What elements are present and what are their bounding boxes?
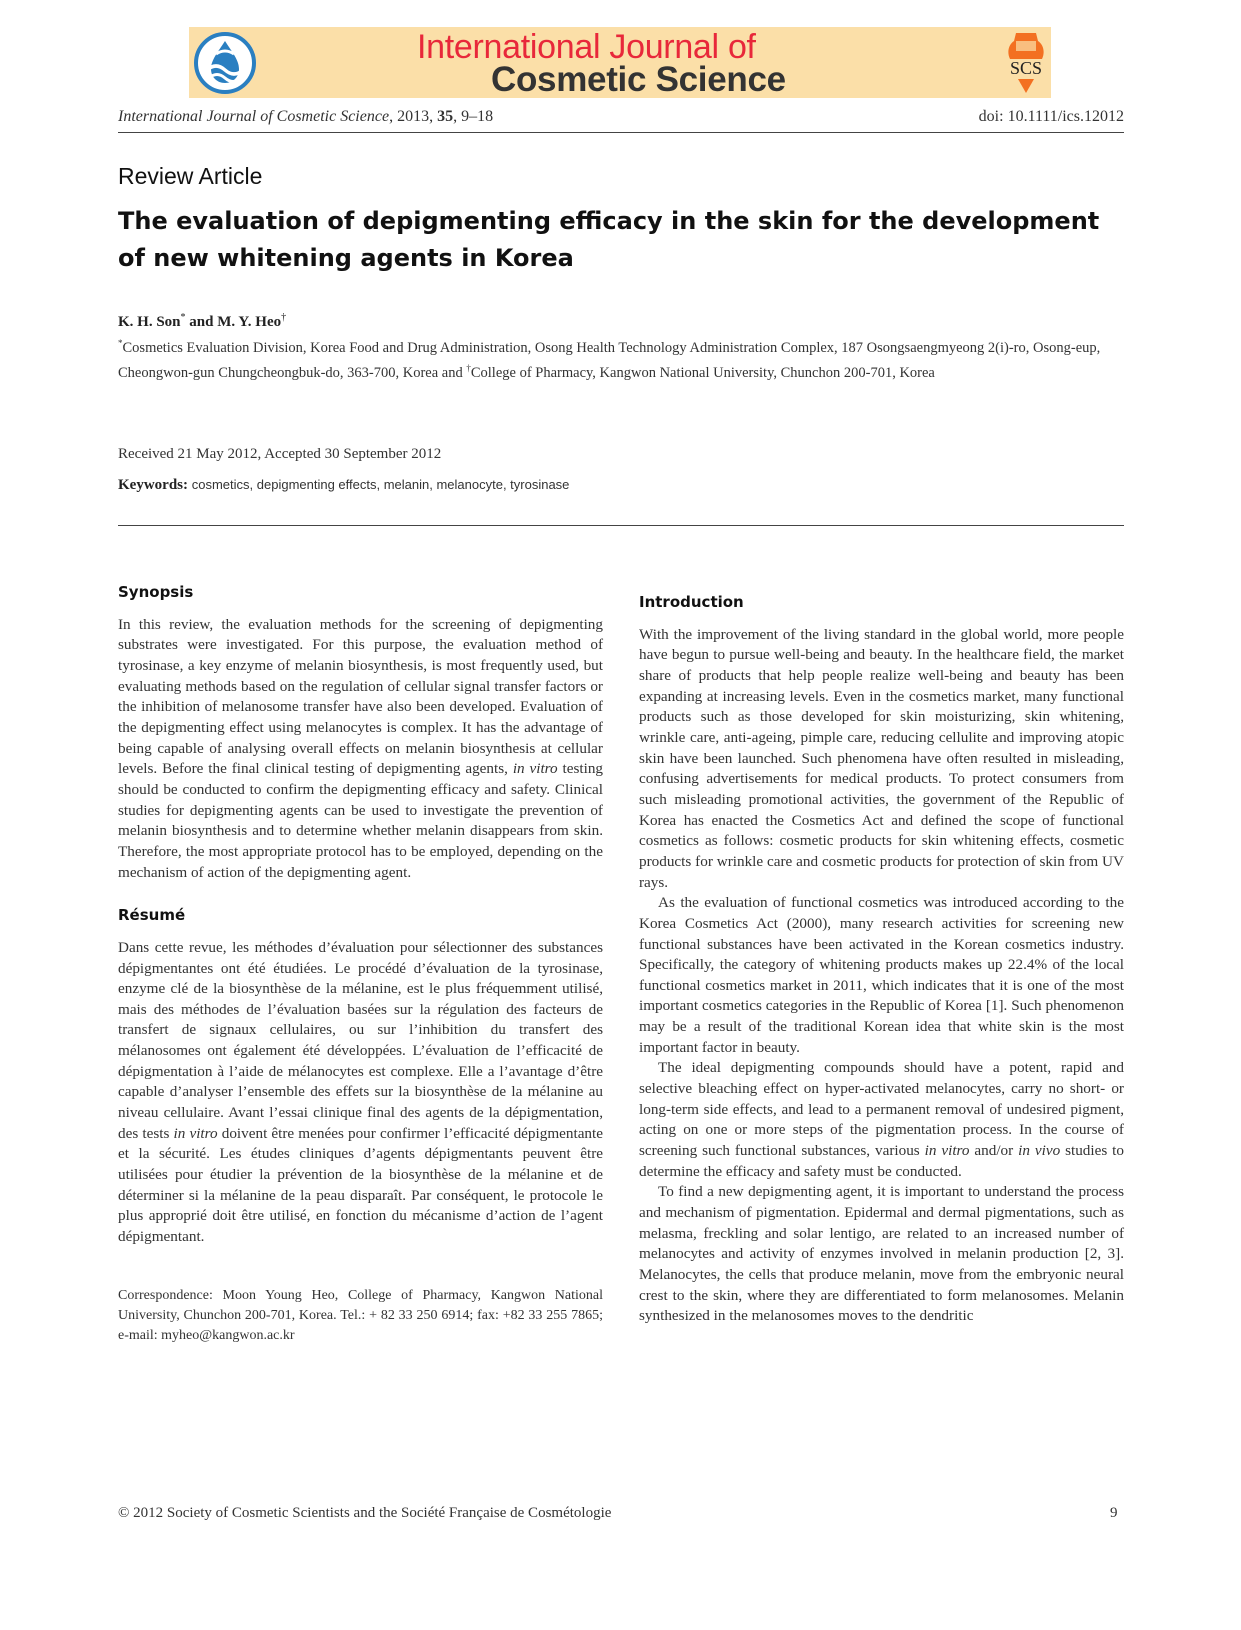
affiliations xyxy=(118,333,1123,383)
synopsis-italic: in vitro xyxy=(512,760,558,778)
introduction-paragraph-3 xyxy=(639,1058,1124,1182)
resume-italic: in vitro xyxy=(173,1124,218,1142)
affiliation-mark: * xyxy=(118,338,123,348)
author-affiliation-mark: * xyxy=(180,312,186,323)
synopsis-paragraph xyxy=(118,615,603,884)
keywords-list: cosmetics, depigmenting effects, melanin, melanocyte, tyrosinase xyxy=(191,477,570,492)
affiliation-text: Cosmetics Evaluation Division, Korea Food and Drug Administration, Osong Health Technology Administration Complex, 187 Osongsaengmyeong 2(i)-ro, Osong-eup, Cheongwon-gun Chungcheongbuk-do, 363-700, Korea and xyxy=(118,339,1101,381)
journal-logo-icon xyxy=(194,32,256,94)
resume-heading: Résumé xyxy=(118,906,186,925)
author-list xyxy=(118,312,286,331)
article-title: The evaluation of depigmenting efficacy in the skin for the development of new whitening agents in Korea xyxy=(118,207,1100,272)
keywords-label: Keywords: xyxy=(118,477,188,493)
introduction-heading: Introduction xyxy=(639,593,744,611)
running-head: International Journal of Cosmetic Science, 2013, 35, 9–18 doi: 10.1111/ics.12012 xyxy=(118,108,1124,133)
right-column xyxy=(639,592,1124,1327)
header-divider xyxy=(118,525,1124,526)
journal-volume: 35 xyxy=(437,108,454,125)
intro-text: and/or xyxy=(969,1142,1019,1160)
introduction-paragraph-2: As the evaluation of functional cosmetics was introduced according to the Korea Cosmetics Act (2000), many research activities for screening new functional substances have been activated in the Korean cosmetics industry. Specifically, the category of whitening products makes up 22.4% of the local functional cosmetics market in 2011, which indicates that it is one of the most important cosmetics categories in the Republic of Korea [1]. Such phenomenon may be a result of the traditional Korean idea that white skin is the most important factor in beauty. xyxy=(639,894,1124,1056)
intro-text: The ideal depigmenting compounds should have a potent, rapid and selective bleaching effect on hyper-activated melanocytes, carry no short- or long-term side effects, and lead to a permanent removal of undesired pigment, acting on one or more steps of the pigmentation process. In the course of screening such functional substances, various xyxy=(639,1059,1124,1160)
resume-paragraph xyxy=(118,938,603,1248)
journal-year: 2013 xyxy=(397,108,430,125)
synopsis-text: In this review, the evaluation methods for the screening of depigmenting substrates were investigated. For this purpose, the evaluation method of tyrosinase, a key enzyme of melanin biosynthesis, is most frequently used, but evaluating methods based on the regulation of cellular signal transfer factors or the inhibition of melanosome transfer have also been developed. Evaluation of the depigmenting effect using melanocytes is complex. It has the advantage of being capable of analysing overall effects on melanin biosynthesis at cellular levels. Before the final clinical testing of depigmenting agents, xyxy=(118,615,603,778)
author-name: M. Y. Heo xyxy=(217,314,282,330)
affiliation-text: College of Pharmacy, Kangwon National University, Chunchon 200-701, Korea xyxy=(470,364,935,381)
synopsis-text: testing should be conducted to confirm the depigmenting efficacy and safety. Clinical studies for depigmenting agents can be used to investigate the prevention of melanin biosynthesis and to determine whether melanin disappears from skin. Therefore, the most appropriate protocol has to be employed, depending on the mechanism of action of the depigmenting agent. xyxy=(118,760,604,881)
left-column xyxy=(118,582,603,1346)
introduction-paragraph-1: With the improvement of the living standard in the global world, more people have begun to pursue well-being and beauty. In the healthcare field, the market share of products that help people realize well-being and beauty has been expanding at increasing levels. Even in the cosmetics market, many functional products such as those developed for skin moisturizing, skin whitening, wrinkle care, anti-ageing, pimple care, reducing cellulite and improving atopic skin have been launched. Such phenomena have often resulted in misleading, confusing advertisements for medical products. To protect consumers from such misleading promotional activities, the government of the Republic of Korea has enacted the Cosmetics Act and defined the scope of functional cosmetics as follows: cosmetic products for skin whitening effects, cosmetic products for wrinkle care and cosmetic products for protection of skin from UV rays. xyxy=(639,625,1124,891)
author-affiliation-mark: † xyxy=(281,312,287,323)
banner-title-line2: Cosmetic Science xyxy=(491,60,786,99)
page-number: 9 xyxy=(1110,1505,1118,1521)
synopsis-heading: Synopsis xyxy=(118,583,194,601)
affiliation-mark: † xyxy=(466,362,471,373)
resume-text: Dans cette revue, les méthodes d’évaluation pour sélectionner des substances dépigmentantes ont été étudiées. Le procédé d’évaluation de la tyrosinase, enzyme clé de la biosynthèse de la mélanine, est le plus fréquemment utilisé, mais des méthodes de l’évaluation basées sur la régulation des facteurs de transfert de signaux cellulaires, ou sur l’inhibition du transfert des mélanosomes ont également été développées. L’évaluation de l’efficacité de dépigmentation à l’aide de mélanocytes est complexe. Elle a l’avantage d’être capable d’analyser l’ensemble des effets sur la biosynthèse de la mélanine au niveau cellulaire. Avant l’essai clinique final des agents de la dépigmentation, des tests xyxy=(118,938,603,1142)
copyright-notice: © 2012 Society of Cosmetic Scientists and the Société Française de Cosmétologie xyxy=(118,1505,612,1521)
banner-title-line1: International Journal of xyxy=(417,28,756,66)
intro-italic: in vivo xyxy=(1018,1142,1061,1160)
scs-society-logo-icon xyxy=(1004,31,1048,95)
journal-name: International Journal of Cosmetic Science xyxy=(118,108,390,125)
keywords xyxy=(118,477,569,494)
author-name: K. H. Son xyxy=(118,314,181,330)
intro-text: studies to determine the efficacy and safety must be conducted. xyxy=(639,1142,1125,1180)
correspondence: Correspondence: Moon Young Heo, College of Pharmacy, Kangwon National University, Chunchon 200-701, Korea. Tel.: + 82 33 250 6914; fax: +82 33 255 7865; e-mail: myheo@kangwon.ac.kr xyxy=(118,1287,603,1343)
article-type: Review Article xyxy=(118,163,263,189)
resume-text: doivent être menées pour confirmer l’efficacité dépigmentante et la sécurité. Les études cliniques d’agents dépigmentants peuvent être utilisées pour étudier la prévention de la biosynthèse de la mélanine et de déterminer si la mélanine de la peau disparaît. Par conséquent, le protocole le plus approprié doit être utilisé, en fonction du mécanisme d’action de l’agent dépigmentant. xyxy=(118,1124,603,1246)
intro-italic: in vitro xyxy=(924,1142,970,1160)
scs-text: SCS xyxy=(1009,58,1043,78)
doi[interactable]: doi: 10.1111/ics.12012 xyxy=(978,108,1124,125)
author-connector: and xyxy=(185,314,218,330)
received-dates: Received 21 May 2012, Accepted 30 September 2012 xyxy=(118,446,442,462)
journal-banner xyxy=(189,27,1051,98)
journal-pages: 9–18 xyxy=(461,108,494,125)
introduction-paragraph-4: To find a new depigmenting agent, it is important to understand the process and mechanism of pigmentation. Epidermal and dermal pigmentations, such as melasma, freckling and solar lentigo, are related to an increased number of melanocytes and activity of enzymes involved in melanin production [2, 3]. Melanocytes, the cells that produce melanin, move from the embryonic neural crest to the skin, where they are differentiated to form melanosomes. Melanin synthesized in the melanosomes moves to the dendritic xyxy=(639,1183,1124,1325)
